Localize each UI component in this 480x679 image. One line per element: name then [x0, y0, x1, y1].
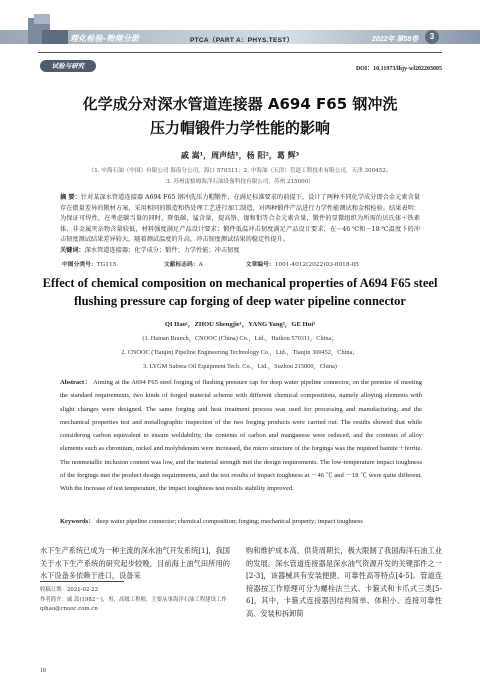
keywords-en-text: deep water pipeline connector; chemical composition; forging; mechanical property; impact toughness [96, 518, 363, 525]
affiliation-cn-1: （1. 中海石油（中国）有限公司 海南分公司，海口 570311；2. 中海油（天津）管道工程技术有限公司，天津 300452； [88, 168, 392, 174]
header-divider [38, 52, 442, 53]
abstract-en-label: Abstract： [60, 379, 92, 386]
keywords-cn [60, 246, 420, 257]
authors-en: QI Hao¹，ZHOU Shengjie¹，YANG Yang²，GE Hui³ [164, 321, 316, 328]
doi: DOI：10.11973/lhjy-wl202203005 [355, 66, 442, 72]
clc-code: 中图分类号：TG115 [62, 262, 117, 268]
title-cn-line-2: 压力帽锻件力学性能的影响 [149, 119, 330, 137]
document-code: 文献标志码：A [163, 262, 203, 268]
abstract-cn-label: 摘 要： [60, 194, 81, 201]
body-text-left: 水下生产系统已成为一种主流的深水油气开发系统[1]，我国关于水下生产系统的研究起步较晚，目前海上油气田所用的水下设备多依赖于进口，设备采 [40, 546, 230, 581]
journal-logo-icon [28, 14, 68, 48]
article-id: 文章编号：1001-4012(2022)03-0018-05 [245, 262, 359, 268]
journal-title-cn: 理化检验-物理分册 [70, 34, 140, 43]
abstract-cn-text: 针对某深水管道连接器 A694 F65 钢冲洗压力帽锻件，在满足标准要求的前提下，设计了两种不同化学成分即合金元素含量存在微量差异的锻材方案，采用相同的锻造和热处理工艺进行加工制造，对两种锻件产品进行力学性能测试和金相检验。结果表明：为保证可焊性，在考虑碳当量的同时，降低碳、锰含量，提高铬、镍和钼等合金元素含量，锻件的显微组织为所需的贝氏体＋铁素体，非金属夹杂物含量较低，材料强度满足产品设计要求；锻件低温冲击韧度满足产品设计要求，在－46 ℃和－18 ℃温度下的冲击韧度测试结果差异较大，随着测试温度的升高，冲击韧度测试结果的稳定性提升。 [60, 194, 420, 244]
classification-row [62, 259, 422, 268]
footnote-divider [40, 581, 124, 582]
title-en-line-2: flushing pressure cap forging of deep water pipeline connector [74, 294, 406, 308]
abstract-cn [60, 193, 420, 246]
year-volume: 2022年 第58卷 [372, 36, 419, 43]
keywords-cn-label: 关键词： [60, 247, 85, 254]
abstract-en [60, 376, 422, 496]
affiliation-en-1: (1. Hainan Branch，CNOOC (China) Co.，Ltd.，Haikou 570311，China； [142, 335, 338, 342]
authors-cn: 戚 嵩¹，周声结¹，杨 阳²，葛 辉³ [180, 150, 300, 160]
section-tag-label: 试验与研究 [51, 62, 85, 70]
received-date: 收稿日期：2021-02-22 [40, 587, 99, 593]
affiliation-cn-2: 3. 苏州雷格姆海洋石油设备科技有限公司，苏州 215000） [166, 179, 314, 185]
affiliation-en-3: 3. LYGM Subsea Oil Equipment Tech. Co.，Ltd.，Suzhou 215000，China) [143, 363, 337, 370]
keywords-en-label: Keywords： [60, 518, 95, 525]
affiliation-en-2: 2. CNOOC (Tianjin) Pipeline Engineering Technology Co.，Ltd.，Tianjin 300452，China； [121, 349, 359, 356]
author-bio: 作者简介：戚 嵩(1982－)，男，高级工程师，主要从事海洋石油工程建设工作 qihao@cnooc.com.cn [40, 597, 227, 612]
keywords-cn-text: 深水管道连接器；化学成分；锻件；力学性能；冲击韧度 [84, 247, 240, 254]
title-cn-line-1: 化学成分对深水管道连接器 A694 F65 钢冲洗 [82, 95, 398, 113]
abstract-en-text: Aiming at the A694 F65 steel forging of flushing pressure cap for deep water pipeline connector, on the premise of meeting the standard requirements, two kinds of forged material scheme with different chemical compositions, namely alloying elements with slight changes were designed. The same forging and heat treatment process was used for processing and manufacturing, and the mechanical properties test and metallographic inspection of the two forging products were carried out. The results showed that while considering carbon equivalent to ensure weldability, the contents of carbon and manganese were reduced, and the contents of alloy elements such as chromium, nickel and molybdenum were increased, the micro structure of the forgings was the required bainite＋ferrite. The nonmetallic inclusion content was low, and the material strength met the design requirements. The low-temperature impact toughness of the forgings met the product design requirements, and the test results of impact toughness at －46 ℃ and －18 ℃ were quite different. With the increase of test temperature, the impact toughness test results stability improved. [60, 379, 422, 493]
keywords-en [60, 516, 422, 525]
page-number: 18 [40, 668, 46, 674]
issue-number-badge: 3 [425, 30, 439, 44]
body-text-right: 购和维护成本高，供货周期长，极大限制了我国海洋石油工业的发展。深水管道连接器是深水油气资源开发的关键部件之一[2-3]，该器械具有安装便捷、可靠性高等特点[4-5]。管道连接器按工作原理可分为螺栓法兰式、卡箍式和卡爪式三类[5-6]，其中，卡箍式连接器因结构简单、体积小、连接可靠性高、安装和拆卸简 [246, 546, 442, 618]
title-en-line-1: Effect of chemical composition on mechanical properties of A694 F65 steel [42, 276, 438, 290]
journal-title-en: PTCA（PART A：PHYS.TEST） [190, 37, 294, 44]
section-tag [40, 60, 96, 72]
